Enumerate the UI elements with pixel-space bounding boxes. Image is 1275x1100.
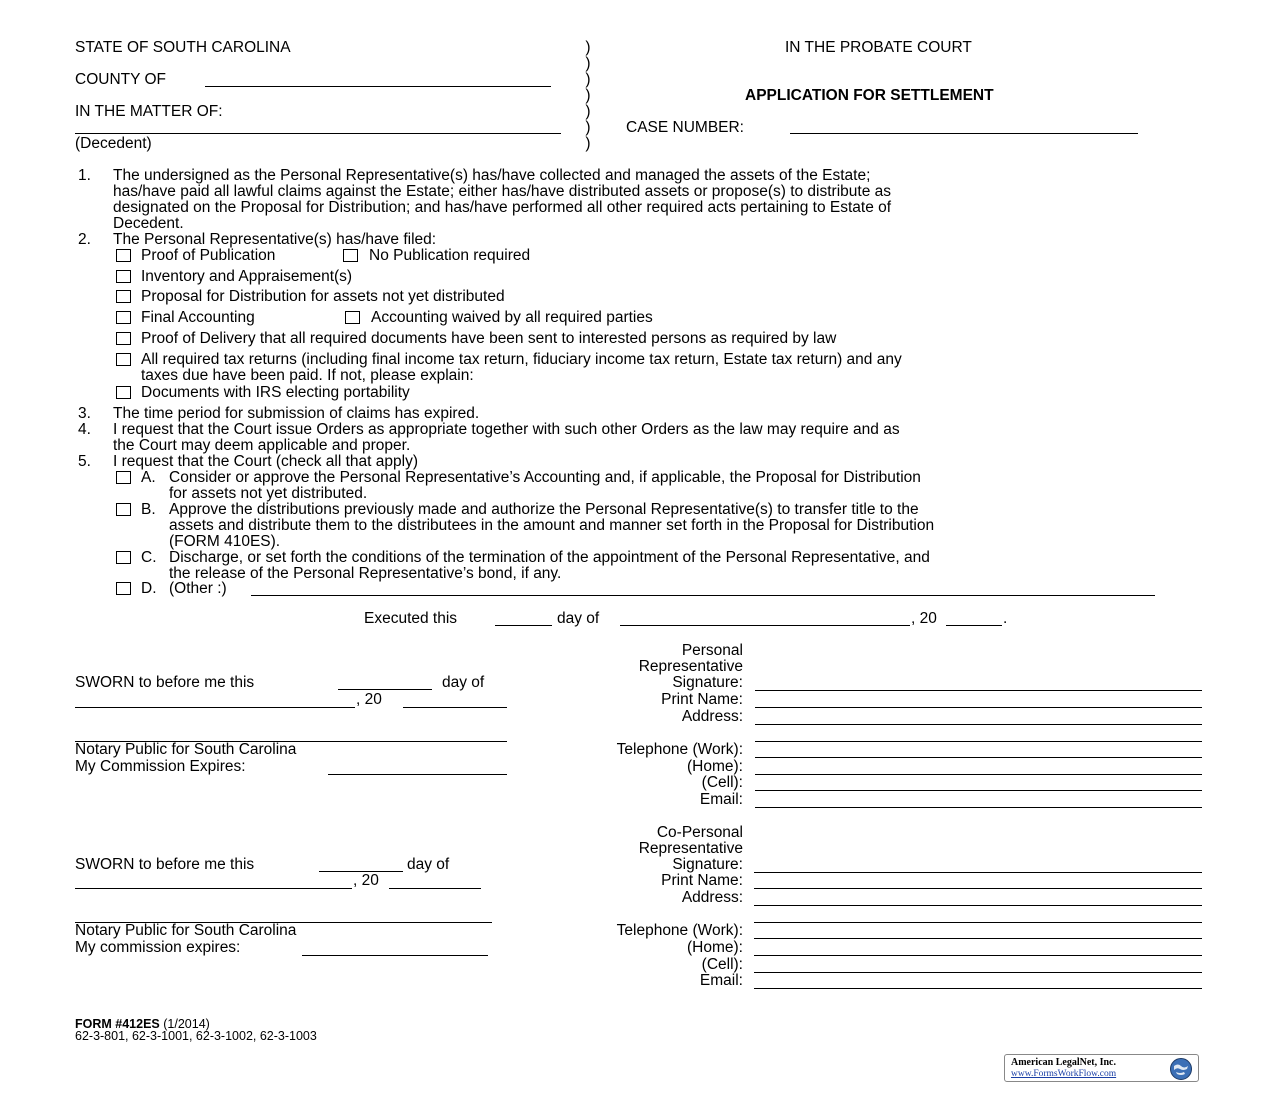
notary2-commission-label: My commission expires:: [75, 939, 241, 956]
accounting-waived-checkbox[interactable]: [345, 311, 360, 324]
item-number: 1.: [78, 167, 91, 184]
notary2-month-field[interactable]: [75, 888, 352, 889]
notary2-commission-field[interactable]: [302, 955, 488, 956]
rep1-address-field-2[interactable]: [755, 741, 1202, 742]
notary2-public-label: Notary Public for South Carolina: [75, 922, 297, 939]
executed-day-of: day of: [557, 610, 600, 627]
statute-references: 62-3-801, 62-3-1001, 62-3-1002, 62-3-1003: [75, 1029, 317, 1043]
company-logo: [1004, 1054, 1199, 1082]
tax-returns-line: taxes due have been paid. If not, please explain:: [141, 367, 474, 384]
request-b-line: (FORM 410ES).: [169, 533, 281, 550]
no-publication-checkbox[interactable]: [343, 249, 358, 262]
paren: ): [585, 87, 591, 104]
tax-returns-checkbox[interactable]: [116, 353, 131, 366]
notary1-year-field[interactable]: [403, 707, 507, 708]
paren: ): [585, 71, 591, 88]
notary2-year: , 20: [353, 872, 379, 889]
p1-line: Decedent.: [113, 215, 184, 232]
request-a-line: for assets not yet distributed.: [169, 485, 368, 502]
no-publication-label: No Publication required: [369, 247, 531, 264]
request-c-line: Discharge, or set forth the conditions of the termination of the appointment of the Personal Representative, and: [169, 549, 930, 566]
rep1-label-line: Personal: [681, 642, 743, 659]
form-date: (1/2014): [163, 1017, 210, 1031]
notary2-day-of: day of: [407, 856, 450, 873]
rep1-print-name-label: Print Name:: [661, 691, 743, 708]
p1-line: has/have paid all lawful claims against the Estate; either has/have distributed assets or propose(s) to distribute as: [113, 183, 891, 200]
final-accounting-checkbox[interactable]: [116, 311, 131, 324]
case-number-field[interactable]: [790, 133, 1138, 134]
rep1-signature-field[interactable]: [755, 690, 1202, 691]
proof-delivery-checkbox[interactable]: [116, 332, 131, 345]
rep1-home-label: (Home):: [687, 758, 743, 775]
rep1-tel-work-field[interactable]: [755, 757, 1202, 758]
form-title: APPLICATION FOR SETTLEMENT: [745, 87, 994, 104]
rep1-address-label: Address:: [681, 708, 743, 725]
executed-year-prefix: , 20: [911, 610, 937, 627]
matter-label: IN THE MATTER OF:: [75, 103, 223, 120]
rep2-tel-work-field[interactable]: [754, 938, 1202, 939]
final-accounting-label: Final Accounting: [141, 309, 255, 326]
request-d-checkbox[interactable]: [116, 582, 131, 595]
rep1-cell-field[interactable]: [755, 790, 1202, 791]
rep2-home-field[interactable]: [754, 955, 1202, 956]
rep2-address-field-2[interactable]: [754, 922, 1202, 923]
rep2-print-name-field[interactable]: [754, 888, 1202, 889]
request-c-line: the release of the Personal Representative’s bond, if any.: [169, 565, 562, 582]
decedent-label: (Decedent): [75, 135, 152, 152]
paren: ): [585, 135, 591, 152]
request-b-line: assets and distribute them to the distributees in the amount and manner set forth in the Proposal for Distribution: [169, 517, 935, 534]
notary1-sworn: SWORN to before me this: [75, 674, 255, 691]
request-a-line: Consider or approve the Personal Representative’s Accounting and, if applicable, the Proposal for Distribution: [169, 469, 921, 486]
executed-month-field[interactable]: [620, 625, 910, 626]
rep2-signature-label: Signature:: [672, 856, 743, 873]
rep1-tel-work-label: Telephone (Work):: [616, 741, 743, 758]
request-b-checkbox[interactable]: [116, 503, 131, 516]
county-label: COUNTY OF: [75, 71, 166, 88]
rep2-email-label: Email:: [699, 972, 743, 989]
rep1-home-field[interactable]: [755, 774, 1202, 775]
item-number: 4.: [78, 421, 91, 438]
notary1-year: , 20: [356, 691, 382, 708]
rep1-email-field[interactable]: [755, 807, 1202, 808]
notary1-commission-field[interactable]: [328, 774, 507, 775]
rep2-tel-work-label: Telephone (Work):: [616, 922, 743, 939]
p4-line: I request that the Court issue Orders as appropriate together with such other Orders as the law may require and as: [113, 421, 900, 438]
request-d-letter: D.: [141, 580, 157, 597]
request-c-checkbox[interactable]: [116, 551, 131, 564]
p4-line: the Court may deem applicable and proper.: [113, 437, 411, 454]
rep1-cell-label: (Cell):: [701, 774, 743, 791]
request-b-line: Approve the distributions previously made and authorize the Personal Representative(s) to transfer title to the: [169, 501, 919, 518]
notary1-public-label: Notary Public for South Carolina: [75, 741, 297, 758]
notary1-day-field[interactable]: [338, 689, 432, 690]
notary1-day-of: day of: [442, 674, 485, 691]
request-b-letter: B.: [141, 501, 156, 518]
logo-url[interactable]: www.FormsWorkFlow.com: [1011, 1069, 1117, 1079]
rep2-label-line: Co-Personal: [656, 824, 743, 841]
notary1-month-field[interactable]: [75, 707, 355, 708]
rep2-signature-field[interactable]: [754, 872, 1202, 873]
p1-line: The undersigned as the Personal Representative(s) has/have collected and managed the assets of the Estate;: [113, 167, 871, 184]
proof-publication-label: Proof of Publication: [141, 247, 276, 264]
request-d-label: (Other :): [169, 580, 227, 597]
logo-company: American LegalNet, Inc.: [1011, 1057, 1116, 1068]
p1-line: designated on the Proposal for Distribution; and has/have performed all other required acts pertaining to Estate of: [113, 199, 892, 216]
item-number: 3.: [78, 405, 91, 422]
rep2-address-label: Address:: [681, 889, 743, 906]
decedent-name-field[interactable]: [75, 133, 561, 134]
p2-text: The Personal Representative(s) has/have filed:: [113, 231, 437, 248]
rep1-label-line: Representative: [638, 658, 743, 675]
paren: ): [585, 119, 591, 136]
case-number-label: CASE NUMBER:: [626, 119, 744, 136]
rep1-email-label: Email:: [699, 791, 743, 808]
accounting-waived-label: Accounting waived by all required parties: [371, 309, 653, 326]
proposal-label: Proposal for Distribution for assets not yet distributed: [141, 288, 505, 305]
paren: ): [585, 55, 591, 72]
rep2-home-label: (Home):: [687, 939, 743, 956]
item-number: 5.: [78, 453, 91, 470]
p5-text: I request that the Court (check all that apply): [113, 453, 418, 470]
executed-prefix: Executed this: [364, 610, 458, 627]
globe-icon: [1169, 1057, 1193, 1081]
inventory-label: Inventory and Appraisement(s): [141, 268, 353, 285]
form-number: FORM #412ES: [75, 1017, 160, 1031]
rep2-cell-label: (Cell):: [701, 956, 743, 973]
state-label: STATE OF SOUTH CAROLINA: [75, 39, 291, 56]
executed-day-field[interactable]: [495, 625, 552, 626]
executed-period: .: [1003, 610, 1008, 627]
other-request-field[interactable]: [251, 595, 1155, 596]
notary2-year-field[interactable]: [389, 888, 481, 889]
paren: ): [585, 39, 591, 56]
request-a-checkbox[interactable]: [116, 471, 131, 484]
request-a-letter: A.: [141, 469, 156, 486]
rep2-cell-field[interactable]: [754, 972, 1202, 973]
rep1-print-name-field[interactable]: [755, 707, 1202, 708]
court-label: IN THE PROBATE COURT: [785, 39, 972, 56]
notary2-sworn: SWORN to before me this: [75, 856, 255, 873]
proof-delivery-label: Proof of Delivery that all required documents have been sent to interested persons as required by law: [141, 330, 837, 347]
proposal-checkbox[interactable]: [116, 290, 131, 303]
county-field[interactable]: [205, 86, 551, 87]
tax-returns-line: All required tax returns (including final income tax return, fiduciary income tax return, Estate tax return) and any: [141, 351, 902, 368]
executed-year-field[interactable]: [946, 625, 1002, 626]
inventory-checkbox[interactable]: [116, 270, 131, 283]
irs-portability-label: Documents with IRS electing portability: [141, 384, 410, 401]
notary1-commission-label: My Commission Expires:: [75, 758, 246, 775]
rep1-address-field[interactable]: [755, 724, 1202, 725]
p3-text: The time period for submission of claims has expired.: [113, 405, 480, 422]
paren: ): [585, 103, 591, 120]
irs-portability-checkbox[interactable]: [116, 386, 131, 399]
item-number: 2.: [78, 231, 91, 248]
rep2-label-line: Representative: [638, 840, 743, 857]
rep2-address-field[interactable]: [754, 905, 1202, 906]
rep2-print-name-label: Print Name:: [661, 872, 743, 889]
proof-publication-checkbox[interactable]: [116, 249, 131, 262]
rep1-signature-label: Signature:: [672, 674, 743, 691]
rep2-email-field[interactable]: [754, 988, 1202, 989]
request-c-letter: C.: [141, 549, 157, 566]
